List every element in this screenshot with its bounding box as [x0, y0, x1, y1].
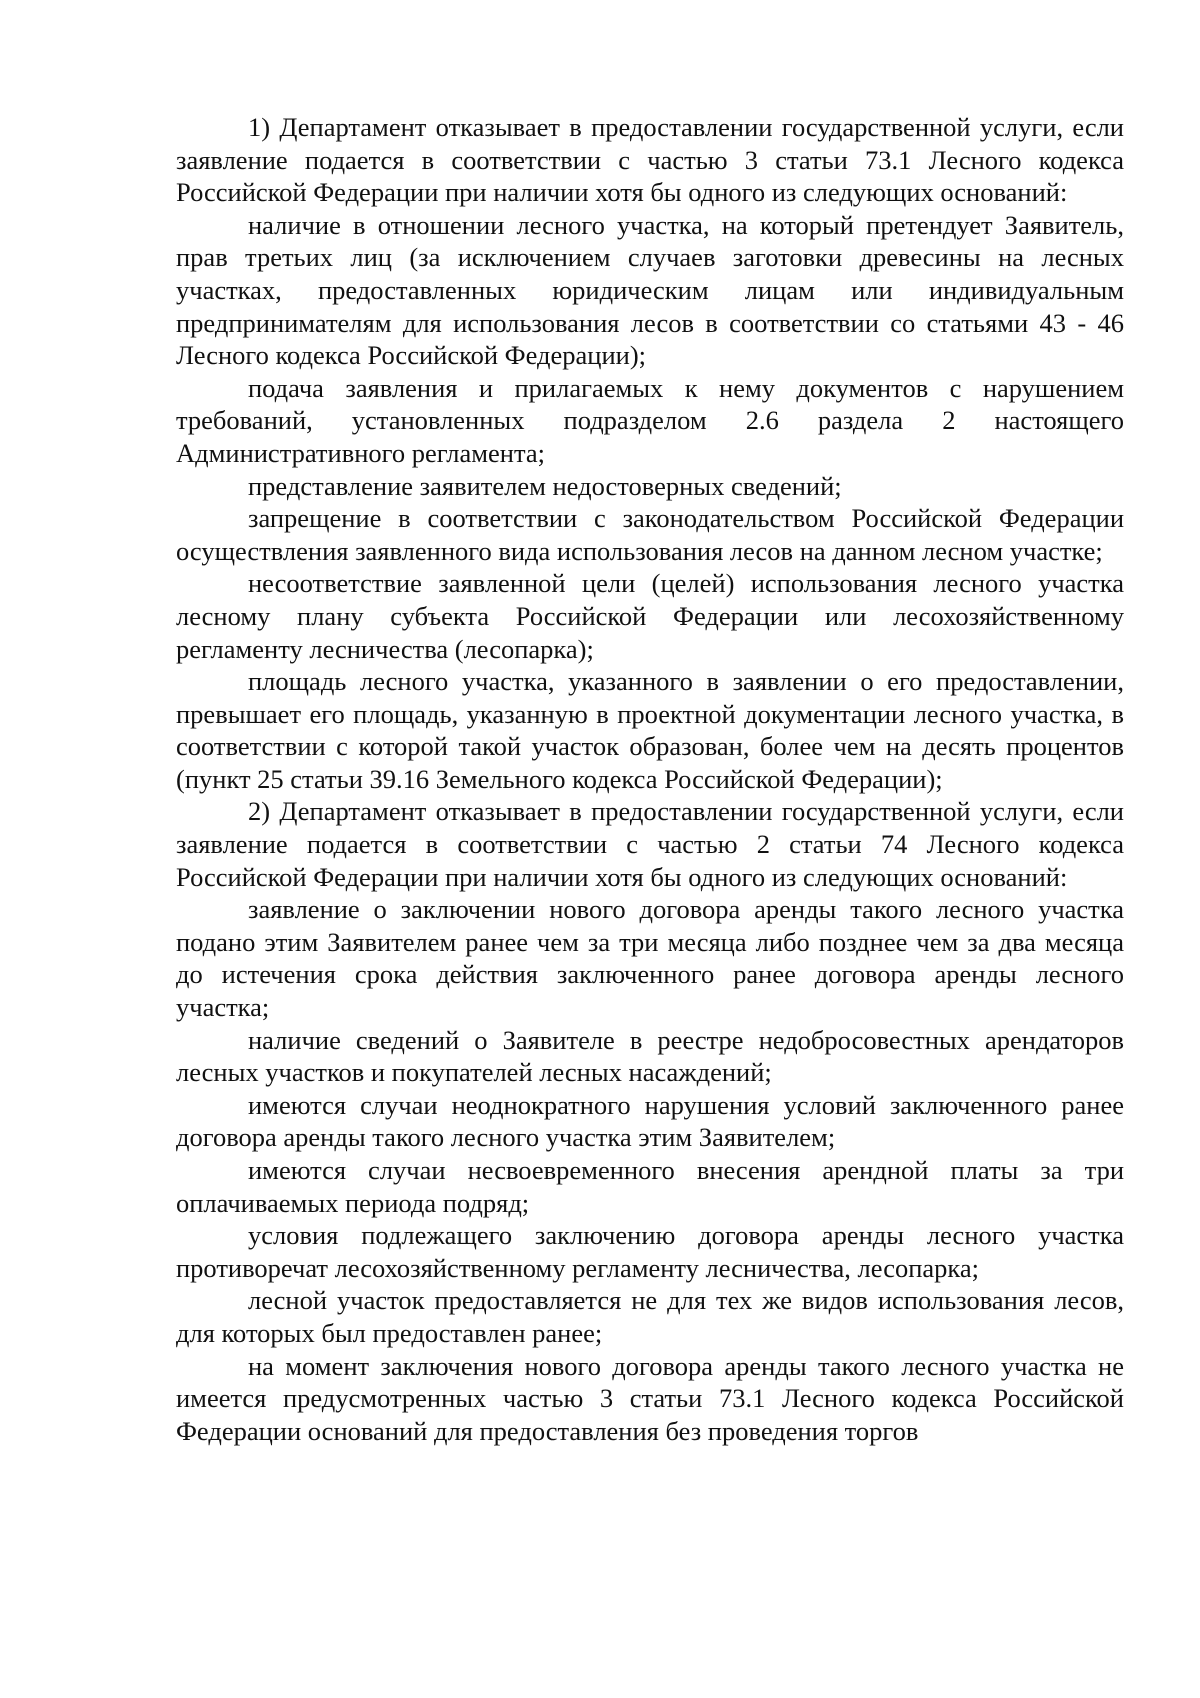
- document-page: [176, 111, 1124, 1447]
- paragraph-ground-no-basis: на момент заключения нового договора аренды такого лесного участка не имеется предусмотренных частью 3 статьи 73.1 Лесного кодекса Российской Федерации оснований для предоставления без проведения торгов: [176, 1350, 1124, 1446]
- paragraph-ground-different-use: лесной участок предоставляется не для тех же видов использования лесов, для которых был предоставлен ранее;: [176, 1285, 1124, 1348]
- paragraph-ground-late-payment: имеются случаи несвоевременного внесения арендной платы за три оплачиваемых периода подряд;: [176, 1155, 1124, 1218]
- paragraph-ground-purpose-mismatch: несоответствие заявленной цели (целей) использования лесного участка лесному плану субъекта Российской Федерации или лесохозяйственному регламенту лесничества (лесопарка);: [176, 568, 1124, 664]
- paragraph-point-1: 1) Департамент отказывает в предоставлении государственной услуги, если заявление подается в соответствии с частью 3 статьи 73.1 Лесного кодекса Российской Федерации при наличии хотя бы одного из следующих оснований:: [176, 112, 1124, 208]
- paragraph-ground-repeated-violations: имеются случаи неоднократного нарушения условий заключенного ранее договора аренды такого лесного участка этим Заявителем;: [176, 1089, 1124, 1153]
- paragraph-ground-regulation-conflict: условия подлежащего заключению договора аренды лесного участка противоречат лесохозяйственному регламенту лесничества, лесопарка;: [176, 1220, 1124, 1283]
- paragraph-ground-violation-requirements: подача заявления и прилагаемых к нему документов с нарушением требований, установленных подразделом 2.6 раздела 2 настоящего Административного регламента;: [176, 372, 1124, 468]
- paragraph-ground-area-excess: площадь лесного участка, указанного в заявлении о его предоставлении, превышает его площадь, указанную в проектной документации лесного участка, в соответствии с которой такой участок образован, более чем на десять процентов (пункт 25 статьи 39.16 Земельного кодекса Российской Федерации);: [176, 666, 1124, 794]
- paragraph-ground-registry: наличие сведений о Заявителе в реестре недобросовестных арендаторов лесных участков и покупателей лесных насаждений;: [176, 1024, 1124, 1088]
- paragraph-ground-prohibition: запрещение в соответствии с законодательством Российской Федерации осуществления заявленного вида использования лесов на данном лесном участке;: [176, 503, 1124, 566]
- paragraph-ground-false-information: представление заявителем недостоверных сведений;: [248, 470, 842, 501]
- paragraph-ground-application-timing: заявление о заключении нового договора аренды такого лесного участка подано этим Заявителем ранее чем за три месяца либо позднее чем за два месяца до истечения срока действия заключенного ранее договора аренды лесного участка;: [176, 894, 1124, 1023]
- paragraph-ground-third-party-rights: наличие в отношении лесного участка, на который претендует Заявитель, прав третьих лиц (за исключением случаев заготовки древесины на лесных участках, предоставленных юридическим лицам или индивидуальным предпринимателям для использования лесов в соответствии со статьями 43 - 46 Лесного кодекса Российской Федерации);: [176, 209, 1124, 371]
- paragraph-point-2: 2) Департамент отказывает в предоставлении государственной услуги, если заявление подается в соответствии с частью 2 статьи 74 Лесного кодекса Российской Федерации при наличии хотя бы одного из следующих оснований:: [176, 796, 1124, 892]
